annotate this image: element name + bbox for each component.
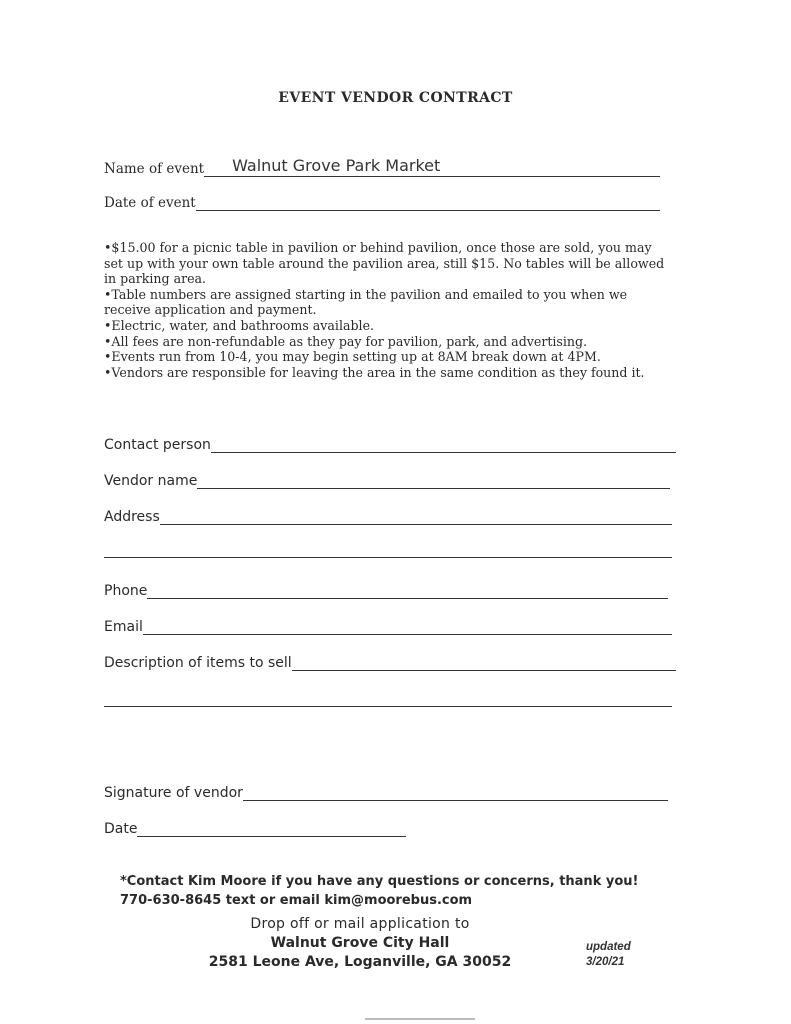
date-label: Date [104,821,138,837]
rule-item: •All fees are non-refundable as they pay for pavilion, park, and advertising. [104,333,588,349]
email-row [104,616,672,635]
rule-item: •Electric, water, and bathrooms available. [104,317,375,333]
contact-person-field[interactable] [211,434,676,453]
event-name-row [104,158,660,177]
signature-row [104,782,668,801]
address-field[interactable] [160,506,672,525]
phone-field[interactable] [147,580,668,599]
event-date-field[interactable] [196,192,660,211]
rule-item: •$15.00 for a picnic table in pavilion or behind pavilion, once those are sold, you may set up with your own table around the pavilion area, still $15. No tables will be allowed in parking area. [104,240,665,287]
email-field[interactable] [143,616,672,635]
updated-label: updated [586,941,631,953]
mail-instruction: Drop off or mail application to [250,916,470,932]
updated-stamp [586,940,631,970]
contact-person-row [104,434,676,453]
signature-field[interactable] [243,782,668,801]
event-name-value: Walnut Grove Park Market [232,156,441,175]
signature-label: Signature of vendor [104,785,243,801]
email-label: Email [104,619,143,635]
description-label: Description of items to sell [104,655,292,671]
address-row [104,506,672,525]
event-date-label: Date of event [104,195,196,211]
event-name-field[interactable] [204,158,660,177]
vendor-name-row [104,470,670,489]
description-row [104,652,676,671]
description-field[interactable] [292,652,676,671]
contact-note [120,872,680,910]
vendor-name-field[interactable] [197,470,670,489]
contact-note-line-2: 770-630-8645 text or email kim@moorebus.com [120,893,473,908]
phone-label: Phone [104,583,148,599]
rules-list [104,240,674,380]
contact-person-label: Contact person [104,437,211,453]
date-row [104,818,406,837]
updated-date: 3/20/21 [586,956,625,968]
event-date-row [104,192,660,211]
scan-edge-mark [365,1018,475,1020]
rule-item: •Table numbers are assigned starting in the pavilion and emailed to you when we receive application and payment. [104,286,628,318]
phone-row [104,580,668,599]
contact-note-line-1: *Contact Kim Moore if you have any questions or concerns, thank you! [120,874,639,889]
mail-street-address: 2581 Leone Ave, Loganville, GA 30052 [208,954,512,970]
description-line-2[interactable] [104,706,672,707]
document-title: EVENT VENDOR CONTRACT [278,90,513,106]
mail-recipient: Walnut Grove City Hall [270,935,450,951]
rule-item: •Vendors are responsible for leaving the area in the same condition as they found it. [104,364,645,380]
address-label: Address [104,509,160,525]
address-line-2[interactable] [104,557,672,558]
mail-address [150,915,570,972]
date-field[interactable] [137,818,406,837]
rule-item: •Events run from 10-4, you may begin setting up at 8AM break down at 4PM. [104,349,601,365]
event-name-label: Name of event [104,161,205,177]
vendor-name-label: Vendor name [104,473,198,489]
